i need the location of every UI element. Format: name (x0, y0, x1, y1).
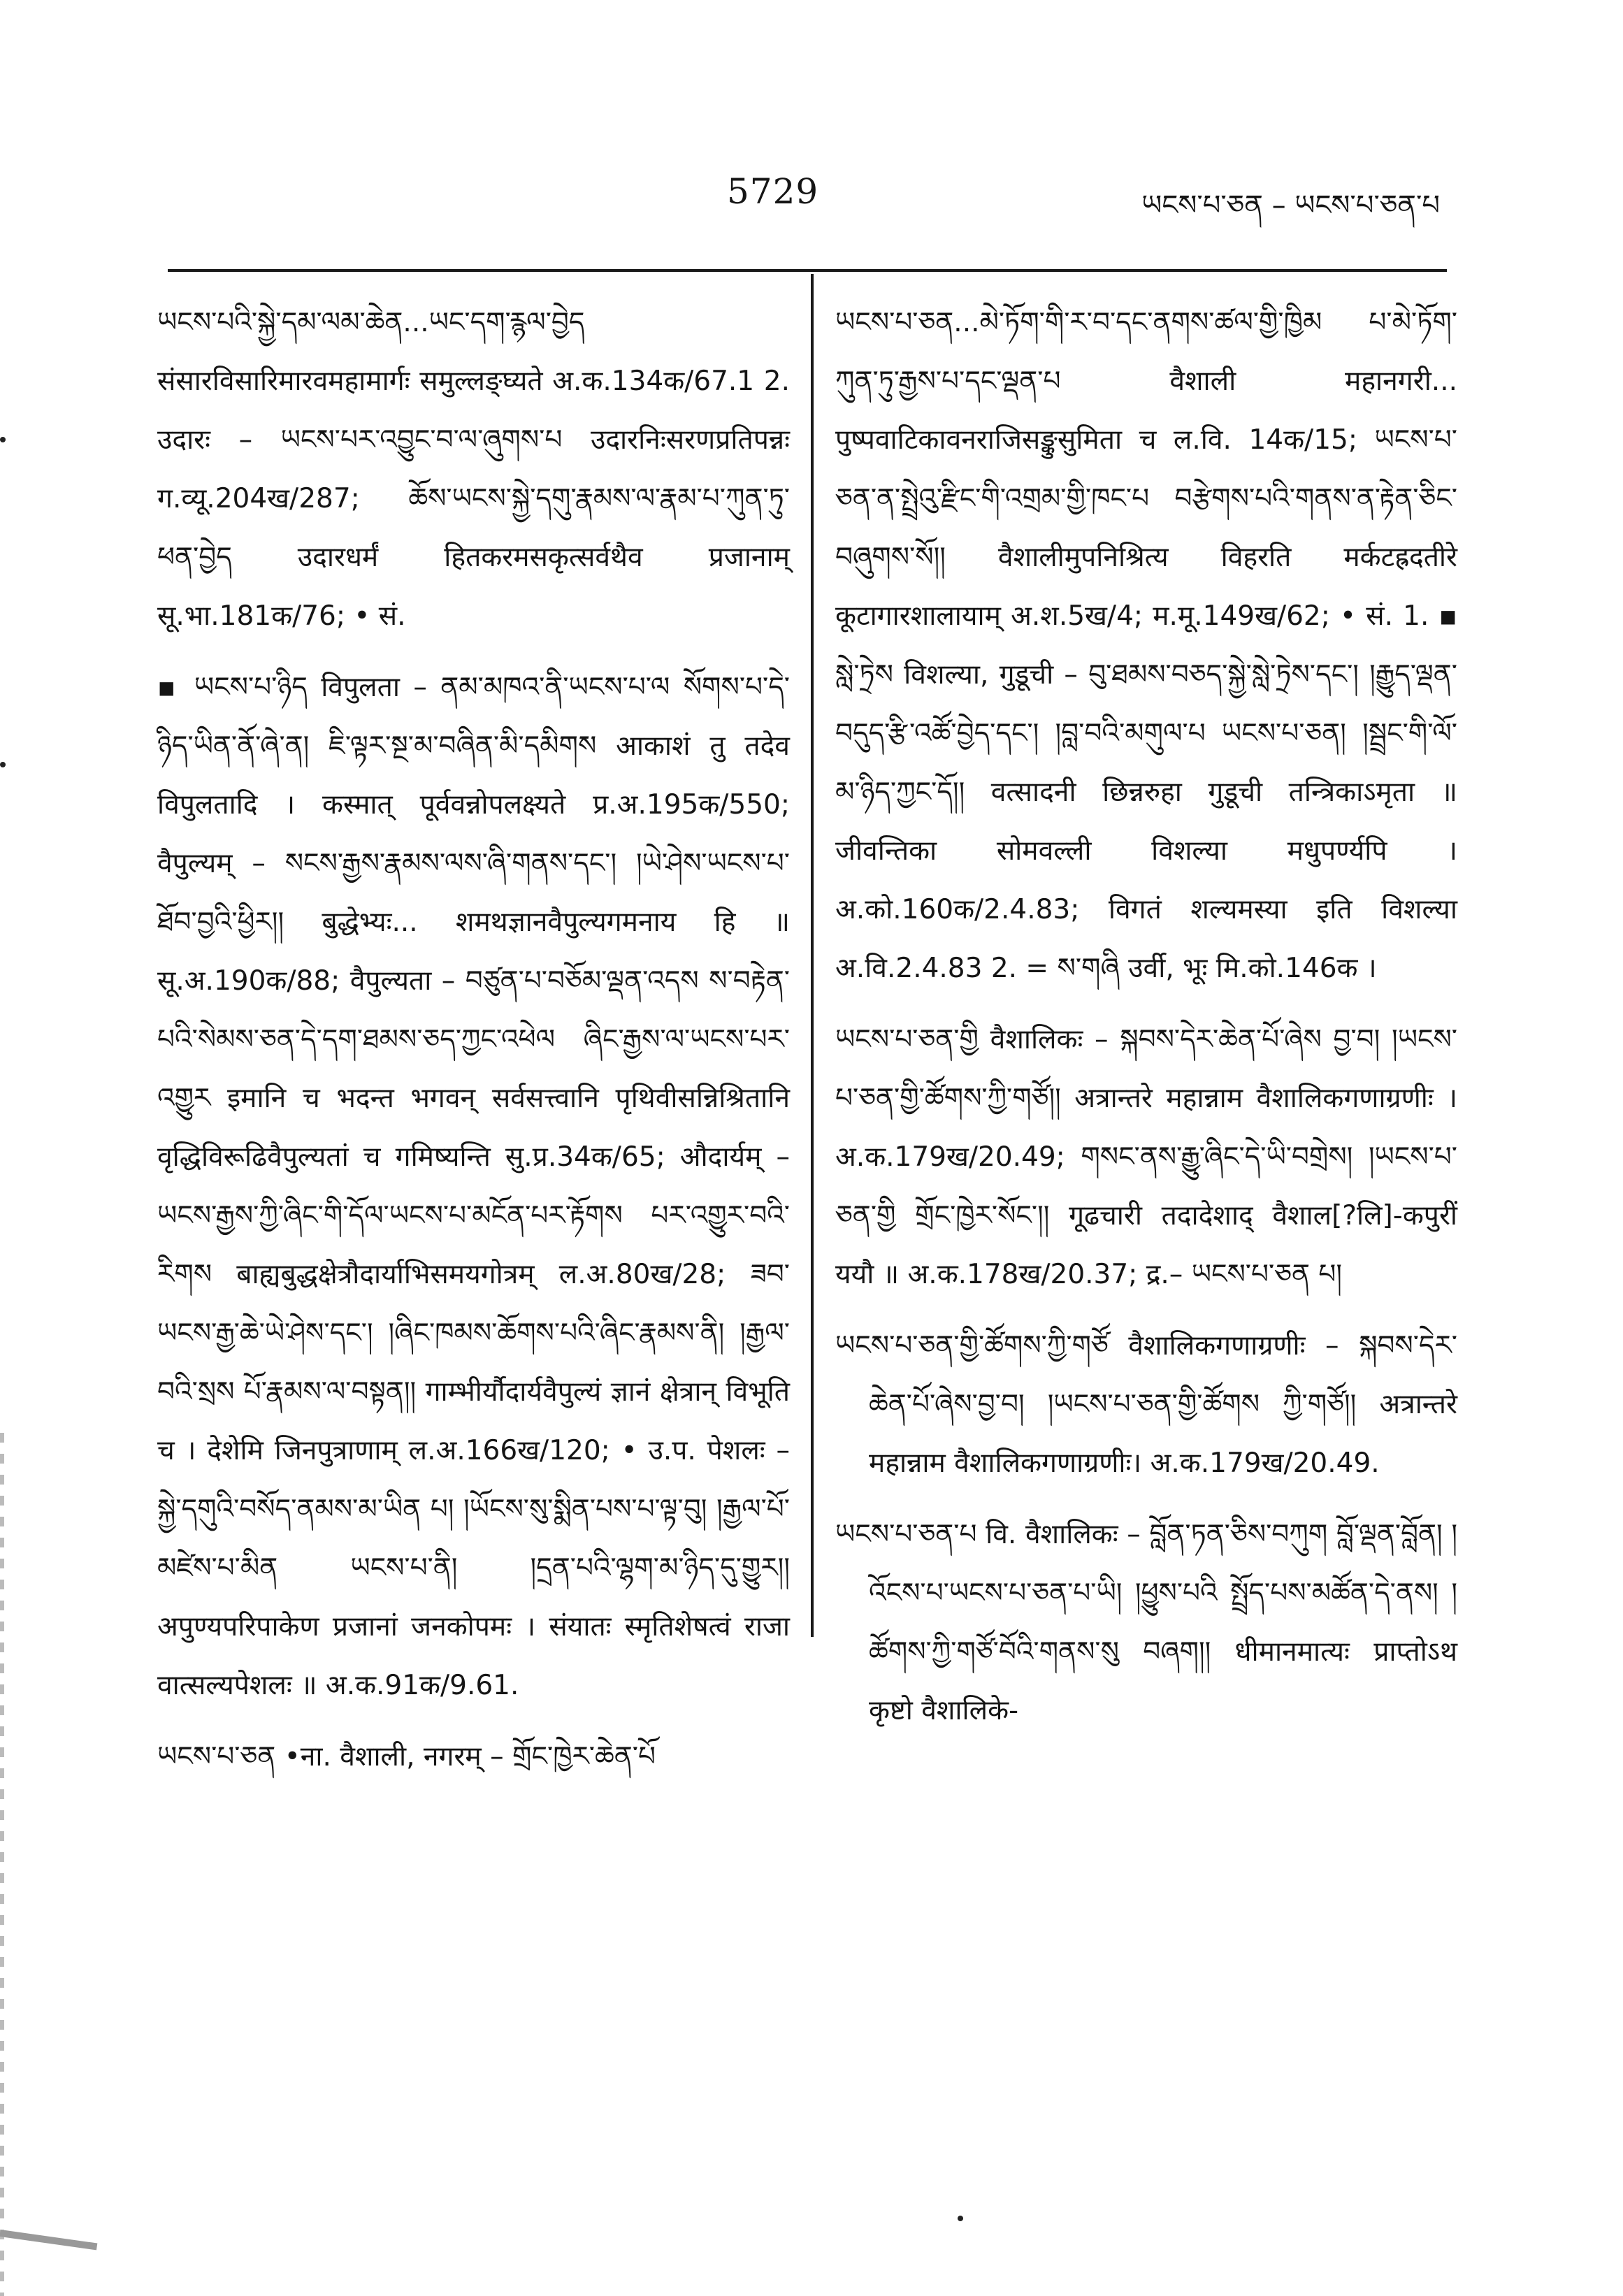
column-divider (811, 274, 814, 1637)
dictionary-entry: ཡངས་པ་ཅན •ना. वैशाली, नगरम् – གྲོང་ཁྱེར་ཆེན་པོ (157, 1741, 656, 1772)
scan-dot (0, 762, 6, 767)
page-number: 5729 (727, 171, 819, 212)
dictionary-entry: ཡངས་པ་ཅན་པ वि. वैशालिकः – བློན་ཏན་ཅིས་བཀུག བློ་ལྡན་བློན། །འོངས་པ་ཡངས་པ་ཅན་པ་ཡི། །ཕྱུས་པའི སྤྲོད་པས་མཚོན་དེ་ནས། །ཚོགས་ཀྱི་གཙོ་བོའི་གནས་སུ བཞག།། धीमानमात्यः प्राप्तोऽथ कृष्टो वैशालिके- (835, 1519, 1457, 1726)
scan-dot (0, 437, 6, 442)
running-head: ཡངས་པ་ཅན – ཡངས་པ་ཅན་པ (1141, 189, 1440, 222)
scan-edge-mark (0, 1433, 4, 2296)
dictionary-entry: ཡངས་པ་ཅན...མེ་ཏོག་གི་ར་བ་དང་ནགས་ཚལ་གྱི་ཁྱིམ པ་མེ་ཏོག་ཀུན་ཏུ་རྒྱས་པ་དང་ལྡན་པ वैशाली महानगरी... पुष्पवाटिकावनराजिसङ्कुसुमिता च ल.वि. 14क/15; ཡངས་པ་ཅན་ན་སྤྲེའུ་རྫིང་གི་འགྲམ་གྱི་ཁང་པ བརྩེགས་པའི་གནས་ན་རྟེན་ཅིང་བཞུགས་སོ།། वैशालीमुपनिश्रित्य विहरति मर्कटह्रदतीरे कूटागारशालायाम् अ.श.5ख/4; म.मू.149ख/62; • सं. 1. ▪ སླེ་ཏྲེས विशल्या, गुडूची – བུ་ཐམས་བཅད་སྐྱེ་སླེ་ཏྲེས་དང་། །རྒྱུད་ལྡན་བདུད་རྩི་འཚོ་བྱེད་དང་། །བླ་བའི་མགུལ་པ ཡངས་པ་ཅན། །སྦྲང་གི་ལོ་མ་ཉིད་ཀྱང་དོ།། वत्सादनी छिन्नरुहा गुडूची तन्त्रिकाऽमृता ॥ जीवन्तिका सोमवल्ली विशल्या मधुपर्ण्यपि । अ.को.160क/2.4.83; विगतं शल्यमस्या इति विशल्या अ.वि.2.4.83 2. = ས་གཞི उर्वी, भूः मि.को.146क । (835, 307, 1457, 984)
scan-dot (958, 2216, 963, 2221)
header-rule (168, 269, 1447, 272)
scan-corner-mark (0, 2230, 97, 2250)
left-column (157, 294, 790, 1799)
dictionary-entry: ཡངས་པ་ཅན་གྱི वैशालिकः – སྐབས་དེར་ཆེན་པོ་ཞེས བྱ་བ། །ཡངས་པ་ཅན་གྱི་ཚོགས་ཀྱི་གཙོ།། अत्रान्तरे महान्नाम वैशालिकगणाग्रणीः । अ.क.179ख/20.49; གསང་ནས་རྒྱུ་ཞིང་དེ་ཡི་བགྲེས། །ཡངས་པ་ཅན་གྱི གྲོང་ཁྱེར་སོང་།། गूढचारी तदादेशाद् वैशाल[?लि]-कपुरीं ययौ ॥ अ.क.178ख/20.37; द्र.– ཡངས་པ་ཅན པ། (835, 1024, 1457, 1290)
dictionary-entry: ▪ ཡངས་པ་ཉིད विपुलता – ནམ་མཁའ་ནི་ཡངས་པ་ལ སོགས་པ་དེ་ཉིད་ཡིན་ནོ་ཞེ་ན། ཇི་ལྟར་སྔ་མ་བཞིན་མི་དམིགས आकाशं तु तदेव विपुलतादि । कस्मात् पूर्ववन्नोपलक्ष्यते प्र.अ.195क/550; वैपुल्यम् – སངས་རྒྱས་རྣམས་ལས་ཞི་གནས་དང་། །ཡེ་ཤེས་ཡངས་པ་ཐོབ་བྱའི་ཕྱིར།། बुद्धेभ्यः... शमथज्ञानवैपुल्यगमनाय हि ॥ सू.अ.190क/88; वैपुल्यता – བཙུན་པ་བཅོམ་ལྡན་འདས ས་བརྟེན་པའི་སེམས་ཅན་དེ་དག་ཐམས་ཅད་ཀྱང་འཕེལ ཞིང་རྒྱས་ལ་ཡངས་པར་འགྱུར इमानि च भदन्त भगवन् सर्वसत्त्वानि पृथिवीसन्निश्रितानि वृद्धिविरूढिवैपुल्यतां च गमिष्यन्ति सु.प्र.34क/65; औदार्यम् – ཡངས་རྒྱས་ཀྱི་ཞིང་གི་དོལ་ཡངས་པ་མངོན་པར་རྟོགས པར་འགྱུར་བའི་རིགས बाह्यबुद्धक्षेत्रौदार्याभिसमयगोत्रम् ल.अ.80ख/28; ཟབ་ཡངས་རྒྱ་ཆེ་ཡེ་ཤེས་དང་། །ཞིང་ཁམས་ཆོགས་པའི་ཞིང་རྣམས་ནི། །རྒྱལ་བའི་སྲས པོ་རྣམས་ལ་བསྟན།། गाम्भीर्यौदार्यवैपुल्यं ज्ञानं क्षेत्रान् विभूति च । देशेमि जिनपुत्राणाम् ल.अ.166ख/120; • उ.प. पेशलः – སྐྱེ་དགུའི་བསོད་ནམས་མ་ཡིན པ། །ཡོངས་སུ་སྨིན་པས་པ་ལྟ་བུ། །རྒྱལ་པོ་མཛེས་པ་མིན ཡངས་པ་ནི། །དྲན་པའི་ལྷག་མ་ཉིད་དུ་གྱུར།། अपुण्यपरिपाकेण प्रजानां जनकोपमः । संयातः स्मृतिशेषत्वं राजा वात्सल्यपेशलः ॥ अ.क.91क/9.61. (157, 672, 790, 1701)
dictionary-entry: ཡངས་པ་ཅན་གྱི་ཚོགས་ཀྱི་གཙོ वैशालिकगणाग्रणीः – སྐབས་དེར་ཆེན་པོ་ཞེས་བྱ་བ། །ཡངས་པ་ཅན་གྱི་ཚོགས ཀྱི་གཙོ།། अत्रान्तरे महान्नाम वैशालिकगणाग्रणीः। अ.क.179ख/20.49. (835, 1330, 1457, 1479)
right-column (835, 294, 1457, 1753)
dictionary-entry: ཡངས་པའི་སྐྱེ་དམ་ལམ་ཆེན...ཡང་དག་རྙལ་བྱེད संसारविसारिमारवमहामार्गः समुल्लङ्घ्यते अ.क.134क/67.1 2. उदारः – ཡངས་པར་འབྱུང་བ་ལ་ཞུགས་པ उदारनिःसरणप्रतिपन्नः ग.व्यू.204ख/287; ཆོས་ཡངས་སྐྱེ་དགུ་རྣམས་ལ་རྣམ་པ་ཀུན་ཏུ་ཕན་བྱེད उदारधर्मं हितकरमसकृत्सर्वथैव प्रजानाम् सू.भा.181क/76; • सं. (157, 307, 790, 632)
